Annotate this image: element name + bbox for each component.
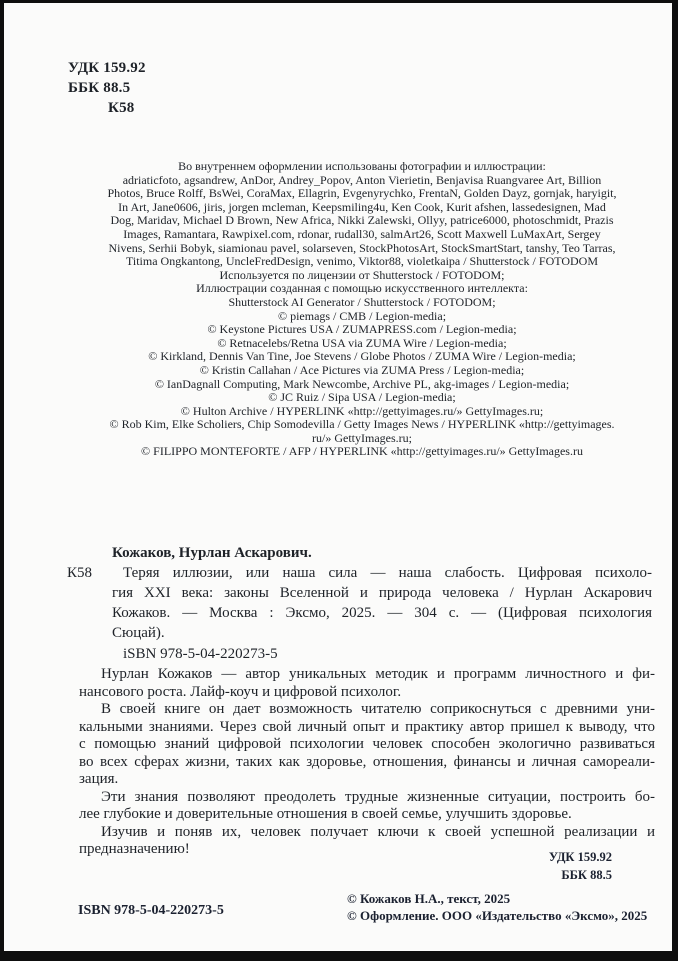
text-line: Иллюстрации созданная с помощью искусственного интеллекта: xyxy=(196,281,528,296)
catalog-isbn-line: iSBN 978-5-04-220273-5 xyxy=(123,646,278,662)
catalog-card-text xyxy=(112,543,652,643)
imprint-page xyxy=(4,3,672,951)
top-codes-block xyxy=(68,58,146,118)
catalog-author-heading: Кожаков, Нурлан Аскарович. xyxy=(112,545,312,561)
text-line: Во внутреннем оформлении использованы фотографии и иллюстрации: xyxy=(178,159,546,173)
text-line: Теряя иллюзии, или наша сила — наша слабость. Цифровая психоло- xyxy=(123,565,652,581)
text-line: Изучив и поняв их, человек получает ключи к своей успешной реализации и xyxy=(101,823,655,840)
text-line: Shutterstock AI Generator / Shutterstock / FOTODOM; xyxy=(228,294,496,309)
catalog-card xyxy=(67,543,657,643)
text-line: © Hulton Archive / HYPERLINK «http://gettyimages.ru/» GettyImages.ru; xyxy=(180,403,544,418)
catalog-author-sign: К58 xyxy=(67,565,93,581)
text-line: зация. xyxy=(79,771,119,787)
text-line: © Kirkland, Dennis Van Tine, Joe Stevens / Globe Photos / ZUMA Wire / Legion-media; xyxy=(148,349,576,364)
text-line: © Retnacelebs/Retna USA via ZUMA Wire / Legion-media; xyxy=(217,335,507,350)
copyright-block xyxy=(347,890,647,924)
credits-block xyxy=(72,160,652,459)
text-line: ru/» GettyImages.ru; xyxy=(312,430,412,445)
text-line: Photos, Bruce Rolff, BsWei, CoraMax, Ellagrin, Evgenyrychko, FrentaN, Golden Dayz, gornjak, haryigit, xyxy=(107,186,617,201)
text-line: Images, Ramantara, Rawpixel.com, rdonar, rudall30, salmArt26, Scott Maxwell LuMaxArt, Sergey xyxy=(123,226,601,241)
text-line: adriaticfoto, agsandrew, AnDor, Andrey_Popov, Anton Vierietin, Benjavisa Ruangvaree Art, Billion xyxy=(122,172,602,187)
text-line: нансового роста. Лайф-коуч и цифровой психолог. xyxy=(79,683,402,700)
text-line: кальными знаниями. Через свой личный опыт и практику автор пришел к выводу, что xyxy=(79,718,655,735)
text-line: Используется по лицензии от Shutterstock / FOTODOM; xyxy=(219,267,505,282)
text-line: Кожаков. — Москва : Эксмо, 2025. — 304 с. — (Цифровая психология xyxy=(112,605,652,621)
annotation-paragraph xyxy=(79,666,655,701)
text-line: Сюцай). xyxy=(112,625,165,641)
bbk-code: ББК 88.5 xyxy=(68,80,131,96)
text-line: лее глубокие и доверительные отношения в своей семье, улучшить здоровье. xyxy=(79,806,572,822)
text-line: © Kristin Callahan / Ace Pictures via ZUMA Press / Legion-media; xyxy=(199,362,525,377)
catalog-description xyxy=(112,563,652,643)
annotation-paragraph xyxy=(79,701,655,789)
text-line: © JC Ruiz / Sipa USA / Legion-media; xyxy=(268,390,456,405)
text-line: во всех сферах жизни, таких как здоровье, отношения, финансы и личная самореали- xyxy=(79,753,655,770)
bottom-codes-block xyxy=(549,848,612,884)
text-line: © Оформление. ООО «Издательство «Эксмо», 2025 xyxy=(347,908,648,923)
annotation-paragraph xyxy=(79,789,655,824)
text-line: В своей книге он дает возможность читателю соприкоснуться с древними уни- xyxy=(101,701,655,717)
text-line: © Keystone Pictures USA / ZUMAPRESS.com / Legion-media; xyxy=(207,322,517,337)
text-line: Dog, Maridav, Michael D Brown, New Africa, Nikki Zalewski, Ollyy, patrice6000, photoschmidt, Prazis xyxy=(110,213,614,228)
text-line: гия XXI века: законы Вселенной и природа человека / Нурлан Аскарович xyxy=(112,585,652,601)
author-sign-code: К58 xyxy=(108,100,135,116)
udk-code: УДК 159.92 xyxy=(68,60,146,76)
text-line: © FILIPPO MONTEFORTE / AFP / HYPERLINK «http://gettyimages.ru/» GettyImages.ru xyxy=(141,444,583,459)
text-line: с помощью знаний цифровой психологии человек способен экологично развиваться xyxy=(79,736,655,752)
text-line: © Rob Kim, Elke Scholiers, Chip Somodevilla / Getty Images News / HYPERLINK «http://gettyimages. xyxy=(109,417,615,432)
annotation-block xyxy=(79,666,655,859)
bottom-udk-code: УДК 159.92 xyxy=(548,850,612,864)
text-line: Нурлан Кожаков — автор уникальных методик и программ личностного и фи- xyxy=(101,666,655,682)
text-line: предназначению! xyxy=(79,841,190,857)
text-line: © Кожаков Н.А., текст, 2025 xyxy=(347,891,511,906)
bottom-bbk-code: ББК 88.5 xyxy=(561,868,612,882)
footer-isbn: ISBN 978-5-04-220273-5 xyxy=(78,903,224,918)
text-line: Эти знания позволяют преодолеть трудные жизненные ситуации, построить бо- xyxy=(101,788,655,805)
text-line: In Art, Jane0606, jiris, jorgen mcleman, Keepsmiling4u, Ken Cook, Kurit afshen, lassedesignen, Mad xyxy=(118,199,606,214)
text-line: Nivens, Serhii Bobyk, siamionau pavel, solarseven, StockPhotosArt, StockSmartStart, tanshy, Teo Tarras, xyxy=(108,240,616,255)
text-line: © piemags / CMB / Legion-media; xyxy=(277,308,447,323)
text-line: Titima Ongkantong, UncleFredDesign, venimo, Viktor88, violetkaipa / Shutterstock / FOTODOM xyxy=(125,254,599,269)
text-line: © IanDagnall Computing, Mark Newcombe, Archive PL, akg-images / Legion-media; xyxy=(154,376,570,391)
